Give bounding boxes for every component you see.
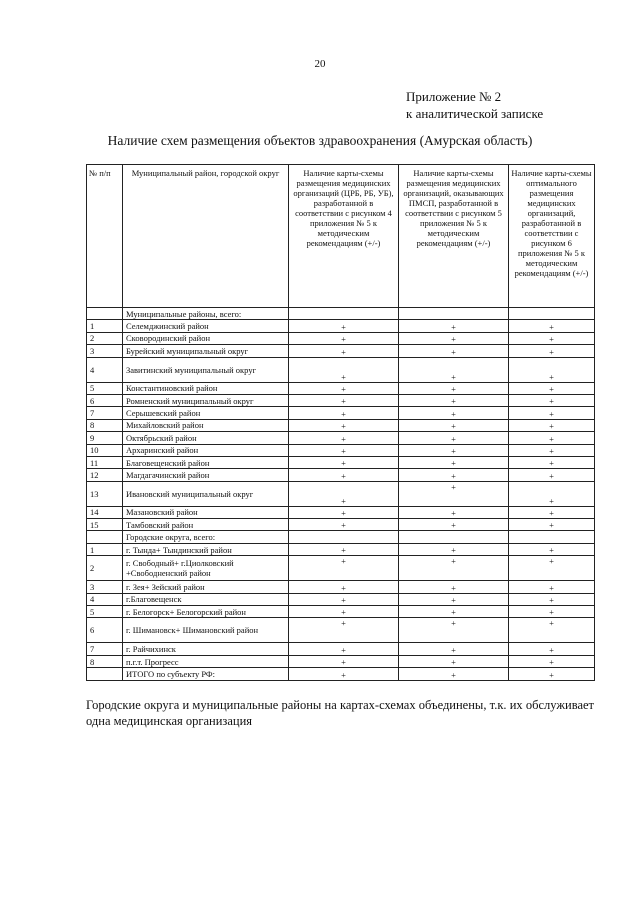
row-number: 9 <box>87 432 123 444</box>
row-number <box>87 531 123 543</box>
table-row <box>87 382 595 394</box>
row-mark-col1: + <box>289 643 399 655</box>
row-mark-col3 <box>509 531 595 543</box>
table-header-row <box>87 165 595 308</box>
row-district-name: г. Тында+ Тындинский район <box>123 543 289 555</box>
row-mark-col1: + <box>289 382 399 394</box>
row-mark-col2: + <box>399 519 509 531</box>
row-mark-col1: + <box>289 593 399 605</box>
row-district-name: Серышевский район <box>123 407 289 419</box>
row-mark-col1: + <box>289 407 399 419</box>
table-section-row <box>87 531 595 543</box>
row-mark-col3: + <box>509 469 595 481</box>
table-row <box>87 655 595 667</box>
table-row <box>87 357 595 382</box>
row-district-name: Магдагачинский район <box>123 469 289 481</box>
row-mark-col2: + <box>399 481 509 506</box>
row-number: 4 <box>87 593 123 605</box>
row-mark-col2: + <box>399 668 509 680</box>
row-mark-col3: + <box>509 444 595 456</box>
header-scheme-pmsp: Наличие карты-схемы размещения медицинских организаций, оказывающих ПМСП, разработанной в соответствии с рисунком 5 приложения № 5 к методическим рекомендациям (+/-) <box>399 165 509 308</box>
row-mark-col3: + <box>509 320 595 332</box>
row-mark-col3: + <box>509 593 595 605</box>
row-district-name: г.Благовещенск <box>123 593 289 605</box>
row-mark-col2: + <box>399 593 509 605</box>
row-number: 3 <box>87 581 123 593</box>
row-mark-col3: + <box>509 556 595 581</box>
table-section-row <box>87 308 595 320</box>
row-number: 8 <box>87 655 123 667</box>
row-mark-col3 <box>509 308 595 320</box>
row-mark-col3: + <box>509 668 595 680</box>
row-mark-col1 <box>289 308 399 320</box>
row-district-name: Селемджинский район <box>123 320 289 332</box>
table-row <box>87 643 595 655</box>
row-mark-col1: + <box>289 506 399 518</box>
row-mark-col2: + <box>399 506 509 518</box>
row-district-name: Константиновский район <box>123 382 289 394</box>
row-mark-col2: + <box>399 320 509 332</box>
row-mark-col1: + <box>289 394 399 406</box>
row-mark-col1: + <box>289 606 399 618</box>
row-mark-col2: + <box>399 345 509 357</box>
row-number: 1 <box>87 543 123 555</box>
row-mark-col1: + <box>289 655 399 667</box>
row-mark-col1: + <box>289 519 399 531</box>
row-mark-col3: + <box>509 419 595 431</box>
row-mark-col3: + <box>509 643 595 655</box>
table-row <box>87 481 595 506</box>
row-district-name: Октябрьский район <box>123 432 289 444</box>
row-mark-col1: + <box>289 618 399 643</box>
row-mark-col2: + <box>399 581 509 593</box>
table-row <box>87 581 595 593</box>
row-mark-col3: + <box>509 481 595 506</box>
row-number: 2 <box>87 332 123 344</box>
row-mark-col1: + <box>289 419 399 431</box>
row-mark-col1: + <box>289 456 399 468</box>
table-row <box>87 407 595 419</box>
table-row <box>87 593 595 605</box>
row-mark-col1: + <box>289 556 399 581</box>
row-number <box>87 668 123 680</box>
row-mark-col1: + <box>289 320 399 332</box>
row-mark-col1: + <box>289 581 399 593</box>
row-number: 1 <box>87 320 123 332</box>
row-number: 10 <box>87 444 123 456</box>
row-mark-col1: + <box>289 357 399 382</box>
row-mark-col3: + <box>509 506 595 518</box>
row-district-name: г. Зея+ Зейский район <box>123 581 289 593</box>
table-row <box>87 556 595 581</box>
table-row <box>87 606 595 618</box>
row-mark-col2: + <box>399 618 509 643</box>
row-mark-col2: + <box>399 655 509 667</box>
row-district-name: Сковородинский район <box>123 332 289 344</box>
table-row <box>87 394 595 406</box>
row-mark-col2: + <box>399 382 509 394</box>
row-mark-col3: + <box>509 382 595 394</box>
row-mark-col2: + <box>399 407 509 419</box>
row-district-name: Ивановский муниципальный округ <box>123 481 289 506</box>
row-mark-col1: + <box>289 543 399 555</box>
row-mark-col1: + <box>289 469 399 481</box>
table-row <box>87 543 595 555</box>
healthcare-schemes-table <box>86 164 595 681</box>
page-number: 20 <box>314 58 326 70</box>
row-district-name: Городские округа, всего: <box>123 531 289 543</box>
row-mark-col1: + <box>289 481 399 506</box>
table-row <box>87 320 595 332</box>
row-number: 3 <box>87 345 123 357</box>
row-mark-col3: + <box>509 581 595 593</box>
row-district-name: Тамбовский район <box>123 519 289 531</box>
table-row <box>87 345 595 357</box>
row-district-name: Михайловский район <box>123 419 289 431</box>
row-mark-col3: + <box>509 357 595 382</box>
row-district-name: Бурейский муниципальный округ <box>123 345 289 357</box>
row-district-name: Муниципальные районы, всего: <box>123 308 289 320</box>
row-number: 2 <box>87 556 123 581</box>
row-number: 7 <box>87 407 123 419</box>
row-mark-col3: + <box>509 618 595 643</box>
row-district-name: Ромненский муниципальный округ <box>123 394 289 406</box>
row-district-name: г. Белогорск+ Белогорский район <box>123 606 289 618</box>
document-title: Наличие схем размещения объектов здравоохранения (Амурская область) <box>107 133 533 148</box>
row-district-name: г. Шимановск+ Шимановский район <box>123 618 289 643</box>
row-district-name: п.г.т. Прогресс <box>123 655 289 667</box>
header-number: № п/п <box>87 165 123 308</box>
row-district-name: г. Свободный+ г.Циолковский +Свободненский район <box>123 556 289 581</box>
row-number: 6 <box>87 618 123 643</box>
row-mark-col3: + <box>509 394 595 406</box>
row-mark-col2: + <box>399 606 509 618</box>
header-scheme-crb: Наличие карты-схемы размещения медицинских организаций (ЦРБ, РБ, УБ), разработанной в соответствии с рисунком 4 приложения № 5 к методическим рекомендациям (+/-) <box>289 165 399 308</box>
row-mark-col1 <box>289 531 399 543</box>
row-mark-col2: + <box>399 444 509 456</box>
footnote: Городские округа и муниципальные районы на картах-схемах объединены, т.к. их обслуживает одна медицинская организация <box>86 698 594 728</box>
row-district-name: Завитинский муниципальный округ <box>123 357 289 382</box>
table-row <box>87 469 595 481</box>
row-number: 13 <box>87 481 123 506</box>
row-mark-col3: + <box>509 456 595 468</box>
row-mark-col2: + <box>399 643 509 655</box>
row-district-name: Архаринский район <box>123 444 289 456</box>
row-district-name: г. Райчихинск <box>123 643 289 655</box>
row-mark-col2 <box>399 308 509 320</box>
row-number <box>87 308 123 320</box>
row-mark-col1: + <box>289 444 399 456</box>
row-mark-col3: + <box>509 655 595 667</box>
row-mark-col3: + <box>509 407 595 419</box>
row-mark-col3: + <box>509 519 595 531</box>
row-mark-col3: + <box>509 345 595 357</box>
row-number: 12 <box>87 469 123 481</box>
table-row <box>87 432 595 444</box>
row-mark-col3: + <box>509 606 595 618</box>
row-mark-col2: + <box>399 419 509 431</box>
row-number: 6 <box>87 394 123 406</box>
table-body <box>87 308 595 681</box>
row-district-name: ИТОГО по субъекту РФ: <box>123 668 289 680</box>
row-mark-col2: + <box>399 332 509 344</box>
table-row <box>87 668 595 680</box>
row-district-name: Благовещенский район <box>123 456 289 468</box>
row-number: 15 <box>87 519 123 531</box>
table-row <box>87 444 595 456</box>
row-mark-col2: + <box>399 394 509 406</box>
row-mark-col1: + <box>289 668 399 680</box>
header-district: Муниципальный район, городской округ <box>123 165 289 308</box>
row-mark-col3: + <box>509 543 595 555</box>
appendix-line-2: к аналитической записке <box>406 106 544 121</box>
row-mark-col3: + <box>509 332 595 344</box>
row-district-name: Мазановский район <box>123 506 289 518</box>
row-number: 5 <box>87 382 123 394</box>
row-number: 8 <box>87 419 123 431</box>
table-row <box>87 332 595 344</box>
row-mark-col2: + <box>399 456 509 468</box>
table-row <box>87 506 595 518</box>
header-scheme-optimal: Наличие карты-схемы оптимального размещения медицинских организаций, разработанной в соответствии с рисунком 6 приложения № 5 к методическим рекомендациям (+/-) <box>509 165 595 308</box>
row-mark-col1: + <box>289 432 399 444</box>
row-mark-col2: + <box>399 357 509 382</box>
row-number: 5 <box>87 606 123 618</box>
row-number: 7 <box>87 643 123 655</box>
row-mark-col1: + <box>289 332 399 344</box>
row-mark-col2: + <box>399 432 509 444</box>
appendix-line-1: Приложение № 2 <box>406 89 502 104</box>
row-number: 14 <box>87 506 123 518</box>
row-mark-col2 <box>399 531 509 543</box>
table-row <box>87 456 595 468</box>
table-row <box>87 419 595 431</box>
table-row <box>87 519 595 531</box>
appendix-caption <box>406 88 543 122</box>
row-number: 11 <box>87 456 123 468</box>
table-row <box>87 618 595 643</box>
row-mark-col1: + <box>289 345 399 357</box>
row-mark-col3: + <box>509 432 595 444</box>
row-mark-col2: + <box>399 469 509 481</box>
row-mark-col2: + <box>399 543 509 555</box>
row-number: 4 <box>87 357 123 382</box>
row-mark-col2: + <box>399 556 509 581</box>
